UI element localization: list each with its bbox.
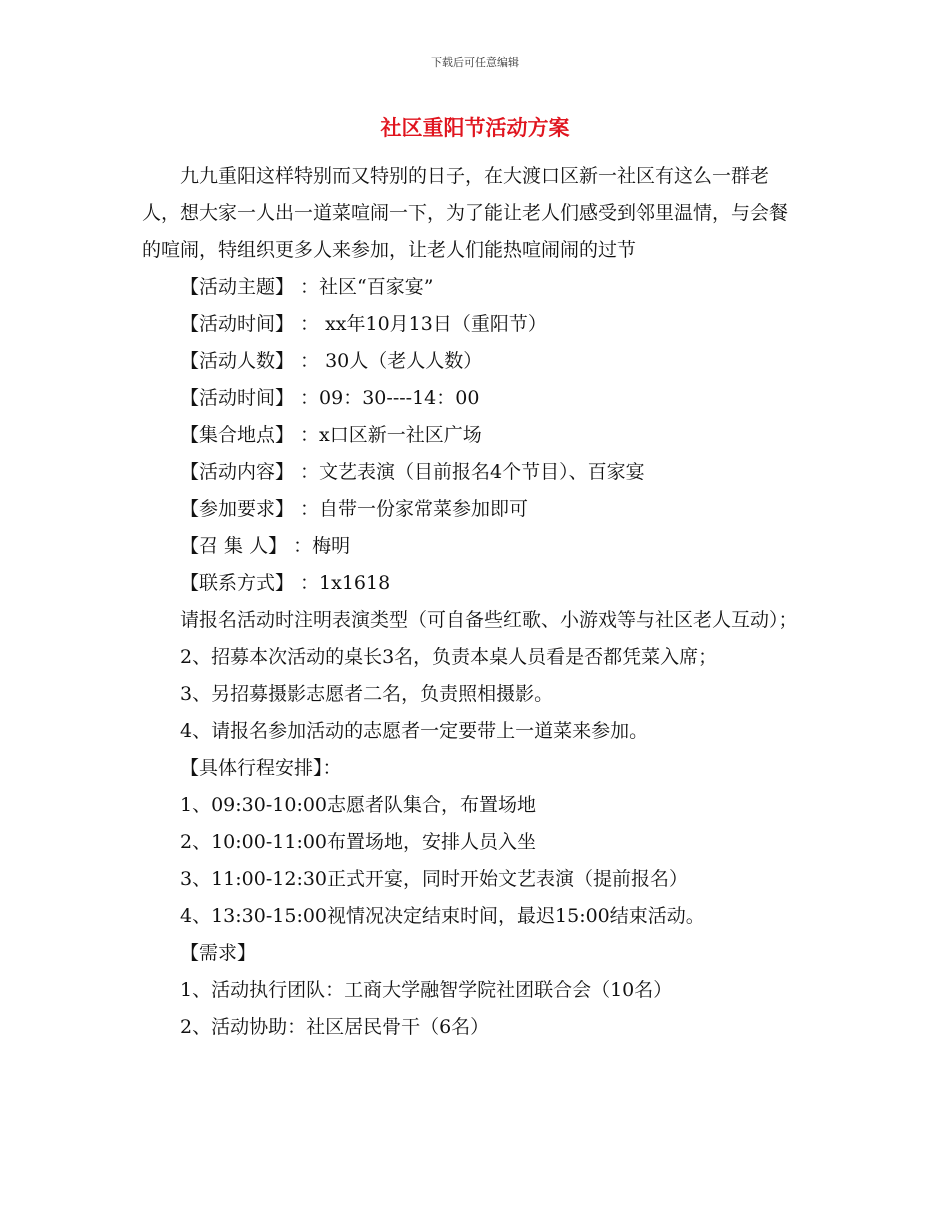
detail-line-requirement: 【参加要求】 ：自带一份家常菜参加即可 [180,498,529,520]
needs-heading: 【需求】 [180,942,257,964]
document-body [142,158,802,1046]
schedule-item: 2、10:00-11:00布置场地，安排人员入坐 [180,831,537,853]
note-line: 4、请报名参加活动的志愿者一定要带上一道菜来参加。 [180,720,649,742]
detail-line-location: 【集合地点】 ：x口区新一社区广场 [180,424,482,446]
needs-item: 2、活动协助：社区居民骨干（6名） [180,1016,490,1038]
note-line: 2、招募本次活动的桌长3名，负责本桌人员看是否都凭菜入席； [180,646,718,668]
note-paragraph: 请报名活动时注明表演类型（可自备些红歌、小游戏等与社区老人互动）； [180,609,798,631]
intro-paragraph: 九九重阳这样特别而又特别的日子，在大渡口区新一社区有这么一群老人，想大家一人出一道菜喧闹一下，为了能让老人们感受到邻里温情，与会餐的喧闹，特组织更多人来参加，让老人们能热喧闹闹的过节 [142,165,789,261]
note-line: 3、另招募摄影志愿者二名，负责照相摄影。 [180,683,554,705]
needs-item: 1、活动执行团队：工商大学融智学院社团联合会（10名） [180,979,673,1001]
schedule-item: 4、13:30-15:00视情况决定结束时间，最迟15:00结束活动。 [180,905,705,927]
detail-line-content: 【活动内容】 ：文艺表演（目前报名4个节目）、百家宴 [180,461,645,483]
detail-line-organizer: 【召 集 人】 ：梅明 [180,535,351,557]
schedule-item: 1、09:30-10:00志愿者队集合，布置场地 [180,794,537,816]
schedule-heading: 【具体行程安排】： [180,757,342,779]
header-note: 下载后可任意编辑 [431,56,519,69]
detail-line-theme: 【活动主题】 ：社区“百家宴” [180,276,434,298]
detail-line-time: 【活动时间】 ：09：30----14：00 [180,387,480,409]
detail-line-date: 【活动时间】 ： xx年10月13日（重阳节） [180,313,547,335]
schedule-item: 3、11:00-12:30正式开宴，同时开始文艺表演（提前报名） [180,868,689,890]
detail-line-contact: 【联系方式】 ：1x1618 [180,572,391,594]
detail-line-attendees: 【活动人数】 ： 30人（老人人数） [180,350,483,372]
document-title: 社区重阳节活动方案 [380,116,570,140]
